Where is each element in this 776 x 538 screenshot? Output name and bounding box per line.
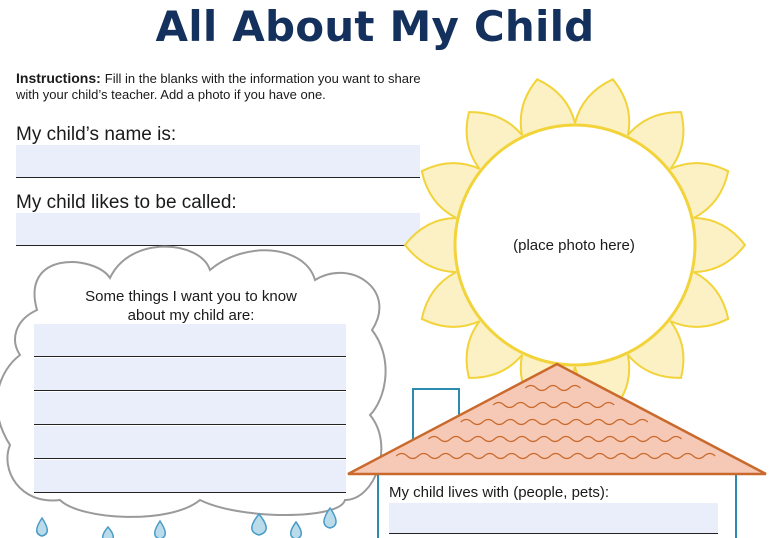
cloud-line-1[interactable] — [34, 324, 346, 357]
child-nickname-label: My child likes to be called: — [16, 192, 237, 213]
lives-with-label: My child lives with (people, pets): — [389, 484, 610, 501]
cloud-prompt-line-2: about my child are: — [127, 307, 255, 324]
cloud-prompt-line-1: Some things I want you to know — [85, 288, 297, 305]
cloud-line-3[interactable] — [34, 392, 346, 425]
cloud-line-5[interactable] — [34, 460, 346, 493]
cloud-prompt — [36, 287, 346, 325]
instructions-text: Fill in the blanks with the information you want to share with your child’s teacher. Add a photo if you have one. — [16, 71, 421, 102]
child-name-label: My child’s name is: — [16, 124, 177, 145]
instructions-label: Instructions: — [16, 70, 101, 86]
page-title: All About My Child — [155, 2, 595, 51]
cloud-line-2[interactable] — [34, 358, 346, 391]
cloud-line-4[interactable] — [34, 426, 346, 459]
photo-placeholder[interactable]: (place photo here) — [513, 237, 635, 254]
lives-with-field[interactable] — [389, 503, 718, 534]
